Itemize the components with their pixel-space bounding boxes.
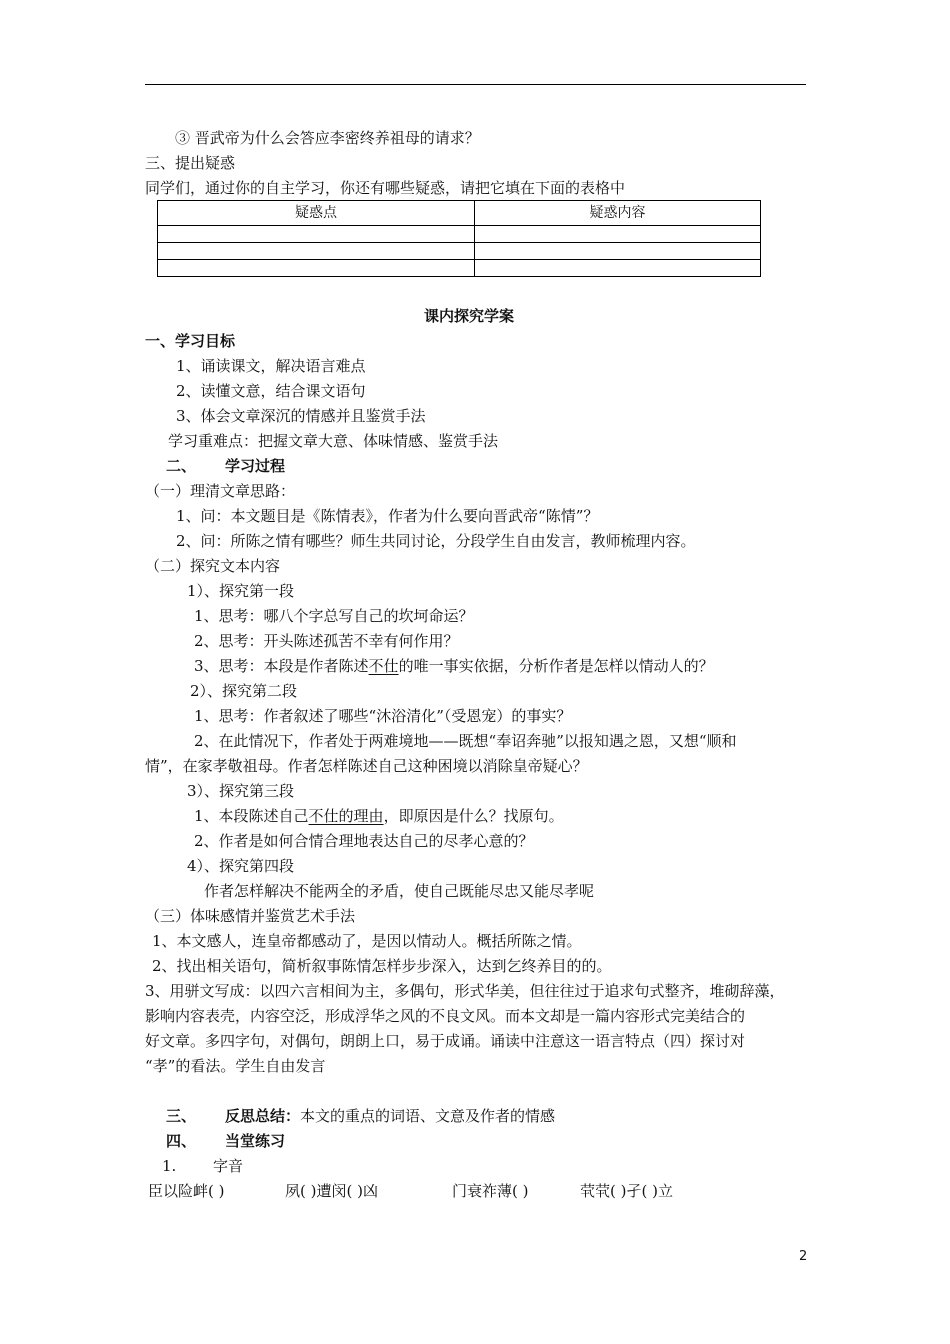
reflect-text: 本文的重点的词语、文意及作者的情感 xyxy=(300,1107,556,1125)
part-3-item: 2、找出相关语句，简析叙事陈情怎样步步深入，达到乞终养目的的。 xyxy=(152,957,612,975)
paragraph-4-question: 作者怎样解决不能两全的矛盾，使自己既能尽忠又能尽孝呢 xyxy=(204,882,595,900)
table-header-row xyxy=(158,201,761,226)
table-row xyxy=(158,243,761,260)
question-text: 的唯一事实依据，分析作者是怎样以情动人的？ xyxy=(398,657,714,675)
section-title: 课内探究学案 xyxy=(424,307,515,325)
underlined-term: 不仕 xyxy=(368,657,399,675)
table-cell[interactable] xyxy=(158,226,475,243)
paragraph-1-question: 1、思考：哪八个字总写自己的坎坷命运？ xyxy=(194,607,474,625)
part-3-item-cont: 好文章。多四字句，对偶句，朗朗上口，易于成诵。诵读中注意这一语言特点（四）探讨对 xyxy=(145,1032,746,1050)
part-2-heading: （二）探究文本内容 xyxy=(145,557,281,575)
paragraph-2-question: 1、思考：作者叙述了哪些“沐浴清化”（受恩宠）的事实？ xyxy=(194,707,572,725)
reflect-line xyxy=(225,1106,555,1126)
practice-number: 四、 xyxy=(166,1132,197,1150)
paragraph-2-question-cont: 情”，在家孝敬祖母。作者怎样陈述自己这种困境以消除皇帝疑心？ xyxy=(145,757,588,775)
question-3: ③ 晋武帝为什么会答应李密终养祖母的请求？ xyxy=(175,129,480,147)
question-text: 1、本段陈述自己 xyxy=(194,807,309,825)
part-1-heading: （一）理清文章思路： xyxy=(145,482,296,500)
part-3-item-cont: “孝”的看法。学生自由发言 xyxy=(145,1057,326,1075)
table-row xyxy=(158,260,761,277)
goal-item: 3、体会文章深沉的情感并且鉴赏手法 xyxy=(176,407,426,425)
part-3-heading: （三）体味感情并鉴赏艺术手法 xyxy=(145,907,356,925)
reflect-number: 三、 xyxy=(166,1107,197,1125)
practice-item-number: 1. xyxy=(162,1157,177,1175)
paragraph-3-question: 2、作者是如何合情合理地表达自己的尽孝心意的？ xyxy=(194,832,534,850)
page-number: 2 xyxy=(799,1249,808,1264)
key-points: 学习重难点：把握文章大意、体味情感、鉴赏手法 xyxy=(168,432,499,450)
section-3-intro: 同学们，通过你的自主学习，你还有哪些疑惑，请把它填在下面的表格中 xyxy=(145,179,626,197)
table-cell[interactable] xyxy=(158,243,475,260)
table-row xyxy=(158,226,761,243)
underlined-term: 不仕的理由 xyxy=(308,807,384,825)
practice-item-label: 字音 xyxy=(213,1157,244,1175)
question-text: ，即原因是什么？找原句。 xyxy=(383,807,564,825)
pronunciation-word: 夙( )遭闵( )凶 xyxy=(285,1182,378,1200)
doubt-table xyxy=(157,200,761,277)
table-header-doubt-point: 疑惑点 xyxy=(158,201,475,226)
section-3-heading: 三、提出疑惑 xyxy=(145,154,236,172)
practice-heading: 当堂练习 xyxy=(225,1132,286,1150)
pronunciation-word: 茕茕( )孑( )立 xyxy=(580,1182,673,1200)
process-number: 二、 xyxy=(166,457,197,475)
process-heading: 学习过程 xyxy=(225,457,286,475)
part-3-item: 1、本文感人，连皇帝都感动了，是因以情动人。概括所陈之情。 xyxy=(152,932,582,950)
paragraph-1-title: 1）、探究第一段 xyxy=(187,582,295,600)
part-1-question: 2、问：所陈之情有哪些？师生共同讨论，分段学生自由发言，教师梳理内容。 xyxy=(176,532,696,550)
paragraph-3-question xyxy=(194,806,564,826)
table-cell[interactable] xyxy=(475,260,761,277)
table-header-doubt-content: 疑惑内容 xyxy=(475,201,761,226)
paragraph-1-question: 2、思考：开头陈述孤苦不幸有何作用？ xyxy=(194,632,459,650)
goal-item: 1、诵读课文，解决语言难点 xyxy=(176,357,366,375)
part-1-question: 1、问：本文题目是《陈情表》，作者为什么要向晋武帝“陈情”？ xyxy=(176,507,599,525)
paragraph-2-title: 2）、探究第二段 xyxy=(190,682,298,700)
pronunciation-word: 臣以险衅( ) xyxy=(148,1182,225,1200)
paragraph-4-title: 4）、探究第四段 xyxy=(187,857,295,875)
goal-item: 2、读懂文意，结合课文语句 xyxy=(176,382,366,400)
paragraph-1-question xyxy=(194,656,714,676)
header-rule xyxy=(145,84,806,85)
table-cell[interactable] xyxy=(475,243,761,260)
reflect-heading: 反思总结： xyxy=(225,1107,301,1125)
question-text: 3、思考：本段是作者陈述 xyxy=(194,657,369,675)
table-cell[interactable] xyxy=(475,226,761,243)
paragraph-3-title: 3）、探究第三段 xyxy=(187,782,295,800)
paragraph-2-question: 2、在此情况下，作者处于两难境地——既想“奉诏奔驰”以报知遇之恩，又想“顺和 xyxy=(194,732,737,750)
pronunciation-word: 门衰祚薄( ) xyxy=(452,1182,529,1200)
table-cell[interactable] xyxy=(158,260,475,277)
part-3-item-cont: 影响内容表壳，内容空泛，形成浮华之风的不良文风。而本文却是一篇内容形式完美结合的 xyxy=(145,1007,746,1025)
part-3-item: 3、用骈文写成：以四六言相间为主，多偶句，形式华美，但往往过于追求句式整齐，堆砌辞藻， xyxy=(145,982,785,1000)
goals-heading: 一、学习目标 xyxy=(145,332,236,350)
